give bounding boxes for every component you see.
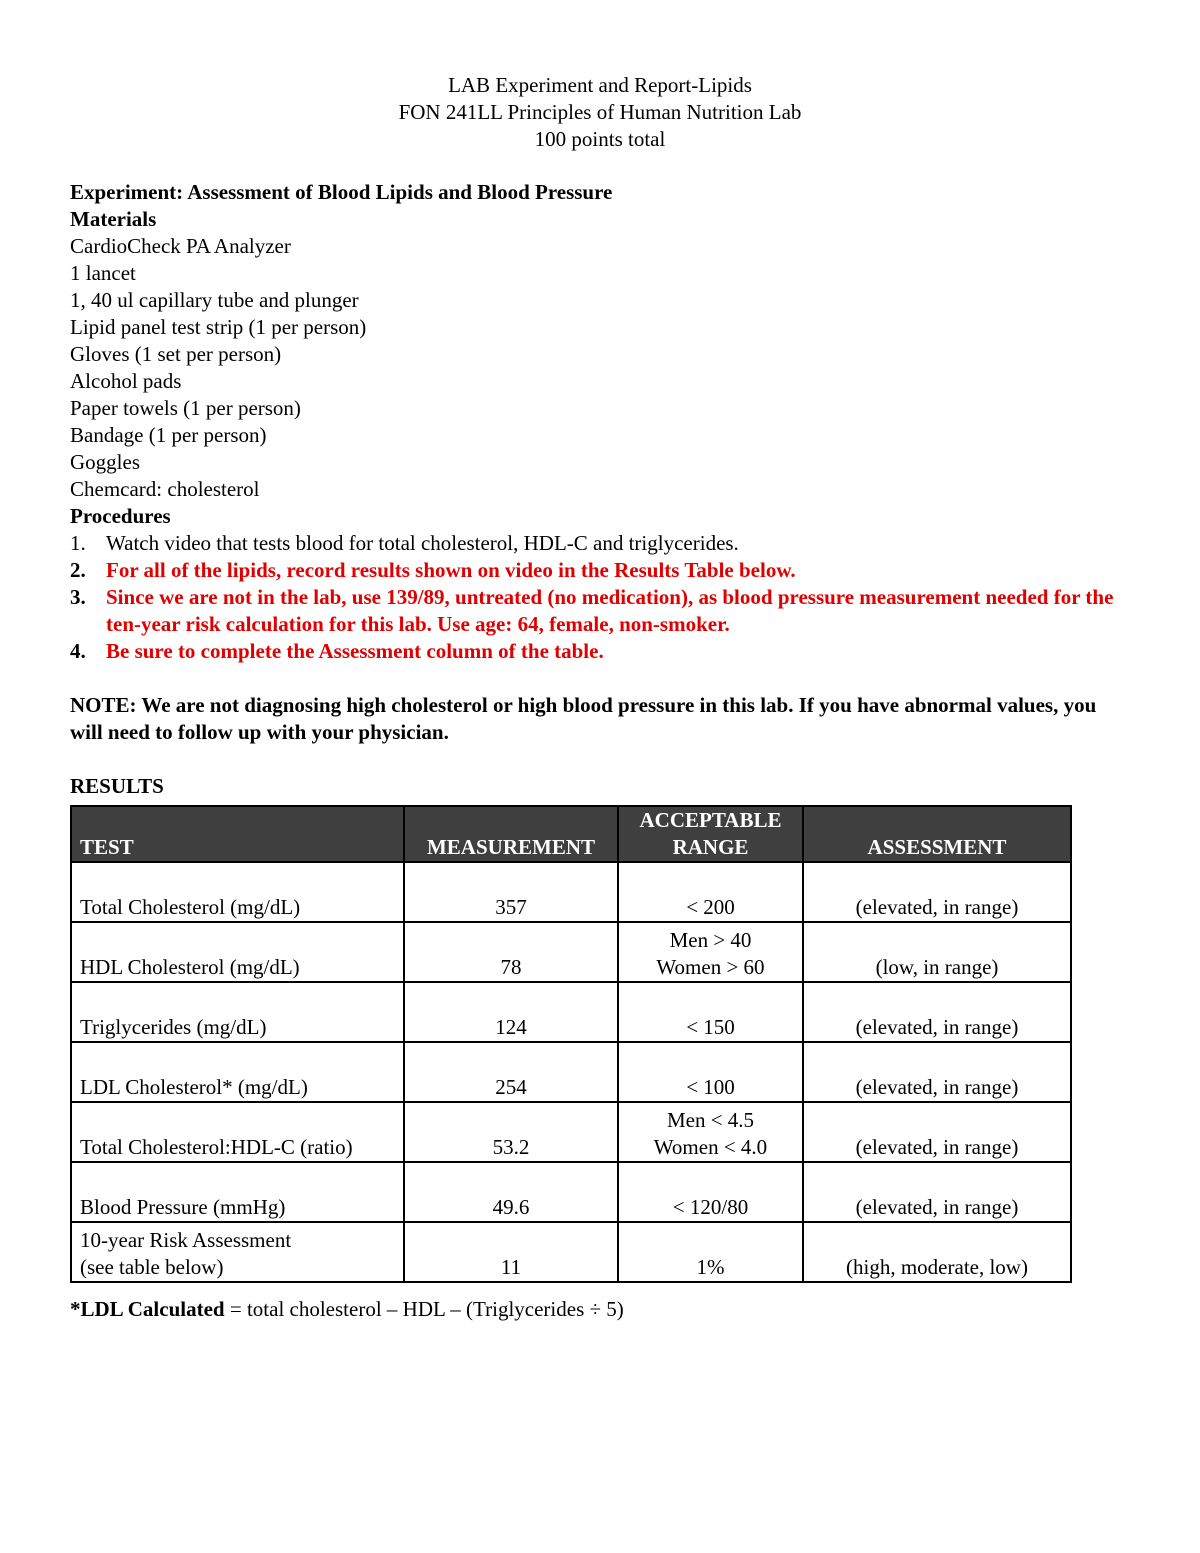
cell-test: Triglycerides (mg/dL) [71,982,404,1042]
procedures-heading: Procedures [70,504,171,528]
header-points: 100 points total [534,127,666,151]
material-item: Paper towels (1 per person) [70,396,301,420]
procedure-number: 2. [70,558,86,582]
cell-measurement[interactable]: 49.6 [404,1162,618,1222]
procedure-item [70,530,1130,557]
material-item: Chemcard: cholesterol [70,477,260,501]
table-row [71,982,1071,1042]
procedure-number: 4. [70,639,86,663]
header-title: LAB Experiment and Report-Lipids [448,73,752,97]
procedure-number: 3. [70,585,86,609]
cell-test: Total Cholesterol (mg/dL) [71,862,404,922]
cell-measurement[interactable]: 11 [404,1222,618,1282]
results-heading: RESULTS [70,774,164,798]
procedure-item [70,638,1130,665]
note-paragraph: NOTE: We are not diagnosing high cholesterol or high blood pressure in this lab. If you have abnormal values, you will need to follow up with your physician. [70,693,1097,744]
material-item: CardioCheck PA Analyzer [70,234,291,258]
table-row [71,1102,1071,1162]
procedure-item [70,584,1130,638]
materials-list [70,233,1130,503]
cell-assessment[interactable]: (elevated, in range) [803,982,1071,1042]
header-range-line: RANGE [672,835,749,859]
table-row [71,922,1071,982]
material-item: Lipid panel test strip (1 per person) [70,315,367,339]
procedure-text: For all of the lipids, record results shown on video in the Results Table below. [106,558,796,582]
cell-measurement[interactable]: 78 [404,922,618,982]
document-body [70,179,1130,800]
cell-range: < 150 [618,982,803,1042]
cell-range: < 100 [618,1042,803,1102]
procedure-text: Be sure to complete the Assessment column of the table. [106,639,604,663]
footnote-bold: *LDL Calculated [70,1297,225,1321]
header-test: TEST [71,806,404,862]
cell-assessment[interactable]: (elevated, in range) [803,1042,1071,1102]
results-table [70,805,1072,1283]
header-range-line: ACCEPTABLE [639,808,782,832]
material-item: Alcohol pads [70,369,182,393]
cell-assessment[interactable]: (high, moderate, low) [803,1222,1071,1282]
procedure-text: Since we are not in the lab, use 139/89, untreated (no medication), as blood pressure measurement needed for the ten-year risk calculation for this lab. Use age: 64, female, non-smoker. [106,585,1114,636]
cell-range: 1% [618,1222,803,1282]
cell-test: 10-year Risk Assessment (see table below) [71,1222,404,1282]
table-row [71,862,1071,922]
procedure-item [70,557,1130,584]
header-acceptable-range [618,806,803,862]
cell-test: HDL Cholesterol (mg/dL) [71,922,404,982]
procedures-list [70,530,1130,665]
procedure-text: Watch video that tests blood for total cholesterol, HDL-C and triglycerides. [106,531,739,555]
cell-test: LDL Cholesterol* (mg/dL) [71,1042,404,1102]
material-item: Goggles [70,450,140,474]
cell-assessment[interactable]: (elevated, in range) [803,862,1071,922]
cell-measurement[interactable]: 53.2 [404,1102,618,1162]
ldl-footnote [70,1296,624,1323]
header-assessment: ASSESSMENT [803,806,1071,862]
material-item: 1 lancet [70,261,136,285]
header-course: FON 241LL Principles of Human Nutrition Lab [398,100,802,124]
materials-heading: Materials [70,207,157,231]
cell-range: < 200 [618,862,803,922]
table-row [71,1162,1071,1222]
document-header [0,72,1200,153]
cell-range: Men < 4.5 Women < 4.0 [618,1102,803,1162]
cell-assessment[interactable]: (low, in range) [803,922,1071,982]
header-measurement: MEASUREMENT [404,806,618,862]
table-row [71,1042,1071,1102]
cell-test: Total Cholesterol:HDL-C (ratio) [71,1102,404,1162]
cell-range: Men > 40 Women > 60 [618,922,803,982]
cell-test: Blood Pressure (mmHg) [71,1162,404,1222]
cell-measurement[interactable]: 357 [404,862,618,922]
footnote-formula: = total cholesterol – HDL – (Triglycerides ÷ 5) [224,1297,624,1321]
table-header-row [71,806,1071,862]
procedure-number: 1. [70,531,86,555]
cell-assessment[interactable]: (elevated, in range) [803,1102,1071,1162]
table-row [71,1222,1071,1282]
material-item: Gloves (1 set per person) [70,342,282,366]
experiment-title: Experiment: Assessment of Blood Lipids and Blood Pressure [70,180,613,204]
cell-measurement[interactable]: 254 [404,1042,618,1102]
cell-assessment[interactable]: (elevated, in range) [803,1162,1071,1222]
material-item: 1, 40 ul capillary tube and plunger [70,288,359,312]
cell-measurement[interactable]: 124 [404,982,618,1042]
cell-range: < 120/80 [618,1162,803,1222]
material-item: Bandage (1 per person) [70,423,267,447]
